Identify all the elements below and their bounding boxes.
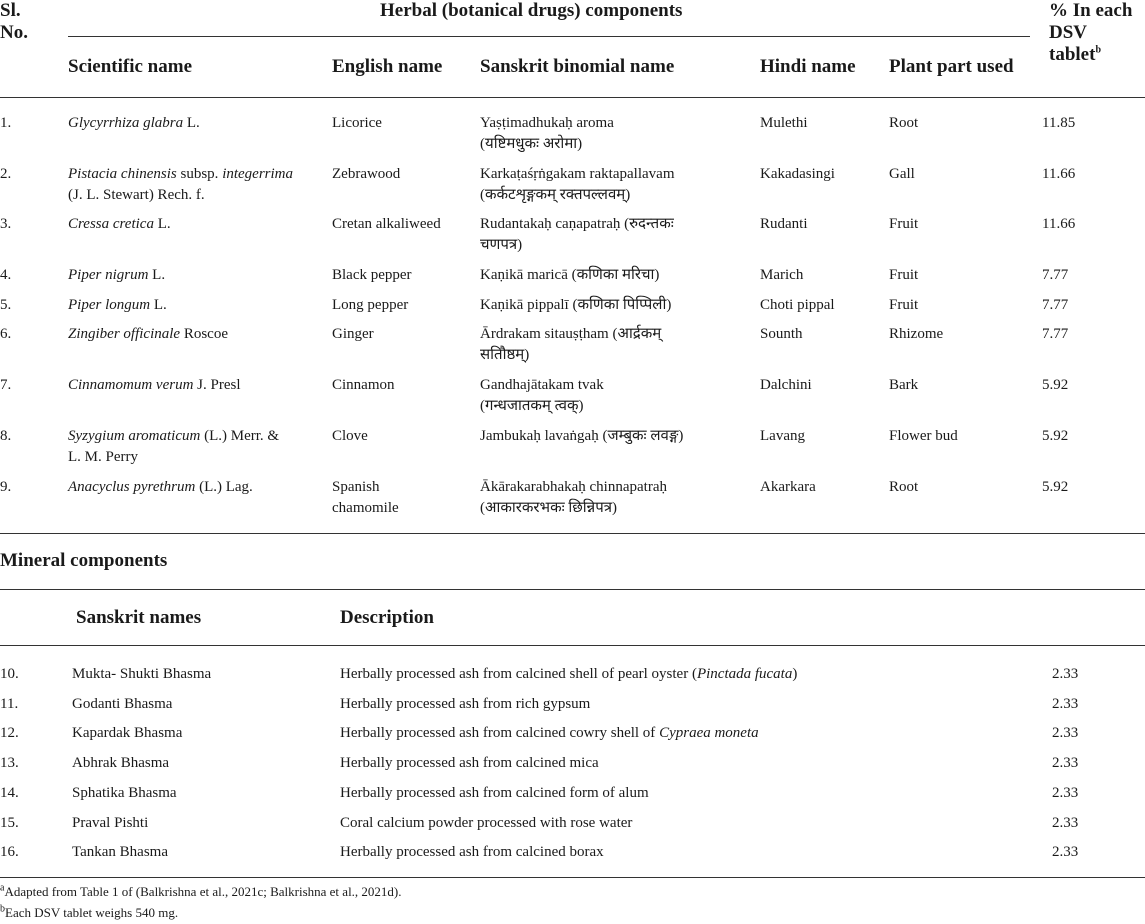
sanskrit-binomial-name: Kaṇikā pippalī (कणिका पिप्पिली): [480, 297, 672, 313]
description: Herbally processed ash from calcined shell of pearl oyster (Pinctada fucata): [340, 666, 798, 682]
sanskrit-binomial-name: Yaṣṭimadhukaḥ aroma (यष्टिमधुकः अरोमा): [480, 115, 614, 152]
percent-value: 2.33: [1052, 695, 1079, 712]
description: Herbally processed ash from calcined cowry shell of Cypraea moneta: [340, 725, 759, 742]
row-number: 2.: [0, 166, 12, 182]
plant-part: Fruit: [889, 297, 919, 313]
description: Herbally processed ash from rich gypsum: [340, 695, 591, 712]
hindi-name: Marich: [760, 267, 804, 283]
percent-value: 2.33: [1052, 784, 1079, 801]
percent-value: 7.77: [1042, 267, 1069, 283]
scientific-name: Glycyrrhiza glabra L.: [68, 115, 200, 131]
sl-no-header: Sl. No.: [0, 0, 28, 43]
row-number: 1.: [0, 115, 12, 131]
sanskrit-binomial-header: Sanskrit binomial name: [480, 56, 675, 77]
header-bottom-rule: [0, 97, 1145, 98]
scientific-name: Anacyclus pyrethrum (L.) Lag.: [68, 479, 253, 495]
row-number: 10.: [0, 666, 19, 682]
row-number: 13.: [0, 755, 19, 772]
hindi-name: Sounth: [760, 326, 803, 342]
row-number: 15.: [0, 814, 19, 831]
footnote-a: $^a$Adapted from Table 1 of (Balkrishna et al., 2021c; Balkrishna et al., 2021d).: [0, 882, 402, 899]
scientific-name: Pistacia chinensis subsp. integerrima (J. L. Stewart) Rech. f.: [68, 166, 294, 203]
sanskrit-name: Tankan Bhasma: [72, 844, 169, 861]
percent-value: 2.33: [1052, 814, 1079, 831]
percent-value: 2.33: [1052, 844, 1079, 861]
mineral-top-rule: [0, 589, 1145, 590]
percent-value: 2.33: [1052, 755, 1079, 772]
table-bottom-rule: [0, 877, 1145, 878]
english-name: Long pepper: [332, 297, 409, 313]
herbal-group-title: Herbal (botanical drugs) components: [380, 0, 683, 21]
mineral-section-title: Mineral components: [0, 550, 168, 571]
sanskrit-binomial-name: Ārdrakam sitauṣṭham (आर्द्रकम् सतिौष्ठम्): [480, 326, 662, 363]
hindi-name: Dalchini: [760, 377, 812, 393]
row-number: 3.: [0, 216, 12, 232]
scientific-name: Zingiber officinale Roscoe: [68, 326, 228, 342]
percent-value: 2.33: [1052, 666, 1079, 682]
english-name: Black pepper: [332, 267, 412, 283]
herbal-bottom-rule: [0, 533, 1145, 534]
scientific-name: Piper longum L.: [68, 297, 167, 313]
scientific-name-header: Scientific name: [68, 56, 193, 77]
percent-value: 5.92: [1042, 377, 1069, 393]
english-name: Ginger: [332, 326, 374, 342]
sanskrit-binomial-name: Gandhajātakam tvak (गन्धजातकम् त्वक्): [480, 377, 604, 414]
mineral-header-rule: [0, 645, 1145, 646]
hindi-name: Akarkara: [760, 479, 816, 495]
sanskrit-name: Sphatika Bhasma: [72, 784, 177, 801]
sanskrit-binomial-name: Jambukaḥ lavaṅgaḥ (जम्बुकः लवङ्ग): [480, 428, 684, 444]
plant-part: Bark: [889, 377, 919, 393]
plant-part: Fruit: [889, 267, 919, 283]
description: Herbally processed ash from calcined mica: [340, 755, 599, 772]
sanskrit-name: Kapardak Bhasma: [72, 725, 183, 742]
sanskrit-name: Abhrak Bhasma: [72, 755, 170, 772]
row-number: 4.: [0, 267, 12, 283]
percent-value: 7.77: [1042, 297, 1069, 313]
plant-part: Fruit: [889, 216, 919, 232]
percent-value: 11.66: [1042, 166, 1076, 182]
row-number: 5.: [0, 297, 12, 313]
percent-header: % In each DSV tablet$^b$: [1049, 0, 1133, 65]
scientific-name: Cressa cretica L.: [68, 216, 171, 232]
english-name: Zebrawood: [332, 166, 401, 182]
row-number: 9.: [0, 479, 12, 495]
percent-value: 7.77: [1042, 326, 1069, 342]
row-number: 14.: [0, 784, 19, 801]
sanskrit-names-header: Sanskrit names: [76, 607, 202, 628]
percent-value: 11.85: [1042, 115, 1076, 131]
hindi-name: Kakadasingi: [760, 166, 835, 182]
percent-value: 5.92: [1042, 479, 1069, 495]
sanskrit-binomial-name: Kaṇikā maricā (कणिका मरिचा): [480, 267, 660, 283]
english-name: Cretan alkaliweed: [332, 216, 441, 232]
plant-part: Rhizome: [889, 326, 944, 342]
plant-part: Gall: [889, 166, 915, 182]
plant-part: Root: [889, 115, 919, 131]
hindi-name: Mulethi: [760, 115, 808, 131]
footnote-b: $^b$Each DSV tablet weighs 540 mg.: [0, 903, 179, 920]
row-number: 8.: [0, 428, 12, 444]
english-name: Clove: [332, 428, 368, 444]
hindi-name-header: Hindi name: [760, 56, 856, 77]
plant-part-header: Plant part used: [889, 56, 1014, 77]
sanskrit-name: Praval Pishti: [72, 814, 149, 831]
english-name-header: English name: [332, 56, 443, 77]
plant-part: Root: [889, 479, 919, 495]
row-number: 16.: [0, 844, 19, 861]
sanskrit-binomial-name: Rudantakaḥ caṇapatraḥ (रुदन्तकः चणपत्र): [480, 216, 674, 253]
english-name: Cinnamon: [332, 377, 395, 393]
english-name: Licorice: [332, 115, 382, 131]
english-name: Spanish chamomile: [332, 479, 399, 516]
hindi-name: Rudanti: [760, 216, 808, 232]
scientific-name: Syzygium aromaticum (L.) Merr. & L. M. Perry: [68, 428, 280, 465]
hindi-name: Lavang: [760, 428, 805, 444]
description: Herbally processed ash from calcined borax: [340, 844, 604, 861]
sanskrit-binomial-name: Ākārakarabhakaḥ chinnapatraḥ (आकारकरभकः छिन्निपत्र): [480, 479, 667, 516]
sanskrit-name: Godanti Bhasma: [72, 695, 173, 712]
row-number: 6.: [0, 326, 12, 342]
sanskrit-binomial-name: Karkaṭaśṛṅgakam raktapallavam (कर्कटशृङ्गकम् रक्तपल्लवम्): [480, 166, 675, 203]
percent-value: 5.92: [1042, 428, 1069, 444]
row-number: 11.: [0, 695, 19, 712]
scientific-name: Cinnamomum verum J. Presl: [68, 377, 241, 393]
percent-value: 2.33: [1052, 725, 1079, 742]
hindi-name: Choti pippal: [760, 297, 835, 313]
description: Coral calcium powder processed with rose water: [340, 814, 633, 831]
percent-value: 11.66: [1042, 216, 1076, 232]
plant-part: Flower bud: [889, 428, 958, 444]
row-number: 12.: [0, 725, 19, 742]
group-underline: [68, 36, 1030, 37]
row-number: 7.: [0, 377, 12, 393]
description-header: Description: [340, 607, 434, 628]
scientific-name: Piper nigrum L.: [68, 267, 166, 283]
sanskrit-name: Mukta- Shukti Bhasma: [72, 666, 212, 682]
description: Herbally processed ash from calcined form of alum: [340, 784, 649, 801]
